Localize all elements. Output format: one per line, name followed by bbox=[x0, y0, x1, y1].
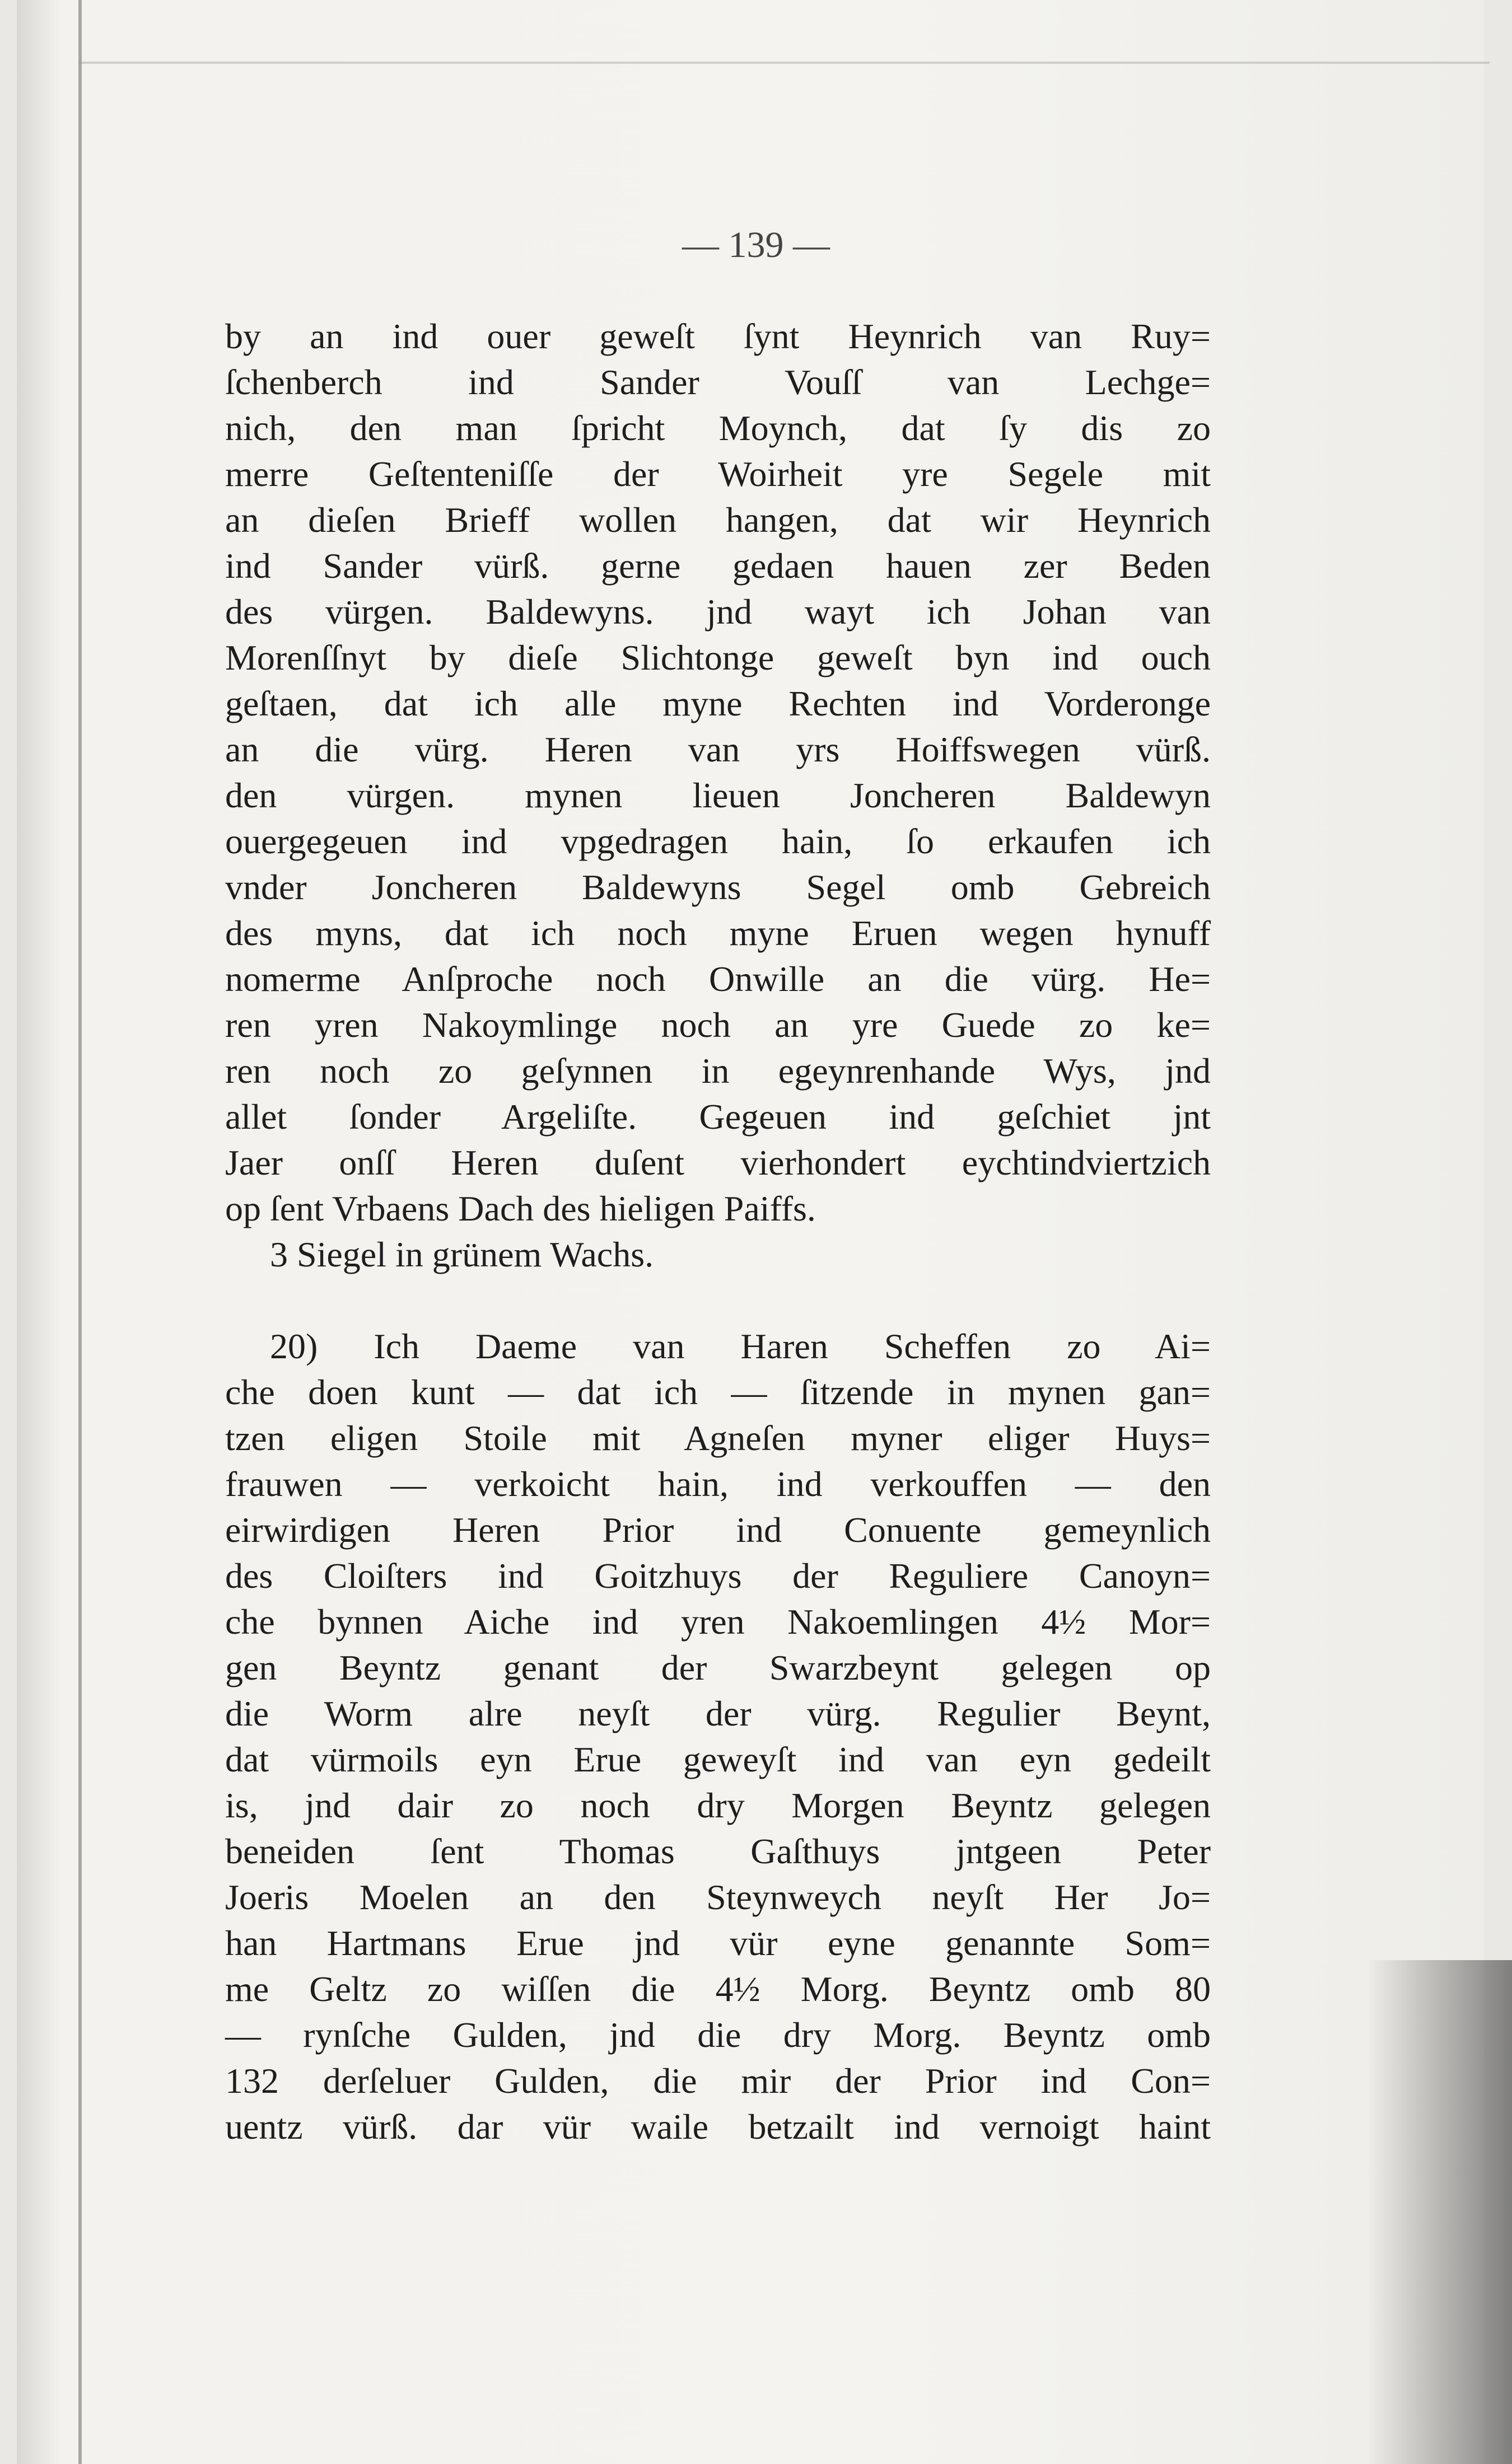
page-top-edge bbox=[78, 62, 1490, 64]
text-line: han Hartmans Erue jnd vür eyne genannte Som= bbox=[225, 1923, 1211, 1963]
text-line: by an ind ouer geweſt ſynt Heynrich van Ruy= bbox=[225, 316, 1211, 356]
page-left-edge bbox=[78, 0, 82, 2464]
text-line: vnder Joncheren Baldewyns Segel omb Gebreich bbox=[225, 867, 1211, 907]
text-line: op ſent Vrbaens Dach des hieligen Paiffs. bbox=[225, 1189, 816, 1228]
text-line: ren yren Nakoymlinge noch an yre Guede zo ke= bbox=[225, 1005, 1211, 1045]
text-line: tzen eligen Stoile mit Agneſen myner eliger Huys= bbox=[225, 1418, 1211, 1458]
text-line: nomerme Anſproche noch Onwille an die vürg. He= bbox=[225, 959, 1211, 999]
text-line: Joeris Moelen an den Steynweych neyſt Her Jo= bbox=[225, 1877, 1211, 1917]
text-line: 20) Ich Daeme van Haren Scheffen zo Ai= bbox=[270, 1326, 1211, 1366]
text-line: — rynſche Gulden, jnd die dry Morg. Beyntz omb bbox=[225, 2015, 1211, 2055]
text-column bbox=[225, 314, 1211, 2150]
text-line: ouergegeuen ind vpgedragen hain, ſo erkaufen ich bbox=[225, 821, 1211, 861]
text-line: Jaer onſſ Heren duſent vierhondert eychtindviertzich bbox=[225, 1143, 1211, 1182]
text-line: uentz vürß. dar vür waile betzailt ind vernoigt haint bbox=[225, 2107, 1211, 2147]
text-line: dat vürmoils eyn Erue geweyſt ind van eyn gedeilt bbox=[225, 1740, 1211, 1779]
text-line: nich, den man ſpricht Moynch, dat ſy dis zo bbox=[225, 408, 1211, 448]
text-line: 3 Siegel in grünem Wachs. bbox=[270, 1235, 654, 1274]
text-line: 132 derſeluer Gulden, die mir der Prior ind Con= bbox=[225, 2061, 1211, 2101]
page-number: — 139 — bbox=[682, 225, 830, 265]
text-line: des Cloiſters ind Goitzhuys der Reguliere Canoyn= bbox=[225, 1556, 1211, 1596]
text-line: ſchenberch ind Sander Vouſſ van Lechge= bbox=[225, 362, 1211, 402]
text-line: des myns, dat ich noch myne Eruen wegen hynuff bbox=[225, 913, 1211, 953]
text-line: frauwen — verkoicht hain, ind verkouffen — den bbox=[225, 1464, 1211, 1504]
text-line: merre Geſtenteniſſe der Woirheit yre Segele mit bbox=[225, 454, 1211, 494]
text-line: allet ſonder Argeliſte. Gegeuen ind geſchiet jnt bbox=[225, 1097, 1211, 1137]
text-line: an dieſen Brieff wollen hangen, dat wir Heynrich bbox=[225, 500, 1211, 540]
text-line: gen Beyntz genant der Swarzbeynt gelegen op bbox=[225, 1648, 1211, 1687]
text-line: che doen kunt — dat ich — ſitzende in mynen gan= bbox=[225, 1372, 1211, 1412]
text-line: ind Sander vürß. gerne gedaen hauen zer Beden bbox=[225, 546, 1211, 586]
text-line: ren noch zo geſynnen in egeynrenhande Wys, jnd bbox=[225, 1051, 1211, 1091]
text-line: den vürgen. mynen lieuen Joncheren Baldewyn bbox=[225, 775, 1211, 815]
text-line: eirwirdigen Heren Prior ind Conuente gemeynlich bbox=[225, 1510, 1211, 1550]
text-line: die Worm alre neyſt der vürg. Regulier Beynt, bbox=[225, 1694, 1211, 1733]
scan-shadow bbox=[1366, 1960, 1512, 2464]
text-line: an die vürg. Heren van yrs Hoiffswegen vürß. bbox=[225, 730, 1211, 769]
text-line: che bynnen Aiche ind yren Nakoemlingen 4½ Mor= bbox=[225, 1602, 1211, 1642]
text-line: me Geltz zo wiſſen die 4½ Morg. Beyntz omb 80 bbox=[225, 1969, 1211, 2009]
text-line: des vürgen. Baldewyns. jnd wayt ich Johan van bbox=[225, 592, 1211, 632]
paragraph-gap bbox=[225, 1278, 1211, 1324]
text-line: Morenſſnyt by dieſe Slichtonge geweſt byn ind ouch bbox=[225, 638, 1211, 677]
text-line: is, jnd dair zo noch dry Morgen Beyntz gelegen bbox=[225, 1785, 1211, 1825]
text-line: geſtaen, dat ich alle myne Rechten ind Vorderonge bbox=[225, 684, 1211, 723]
text-line: beneiden ſent Thomas Gaſthuys jntgeen Peter bbox=[225, 1831, 1211, 1871]
